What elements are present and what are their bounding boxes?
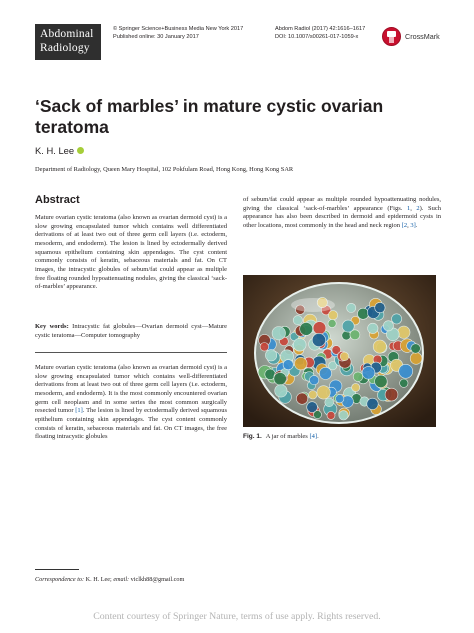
orcid-icon[interactable]	[77, 147, 84, 154]
correspondence-name: K. H. Lee;	[84, 576, 114, 583]
marble	[410, 353, 422, 365]
figure-link-1[interactable]: 1	[406, 204, 411, 212]
figure-caption-end: .	[317, 433, 319, 440]
crossmark-badge[interactable]	[382, 27, 440, 46]
abstract-divider	[35, 352, 227, 353]
correspondence-footnote	[35, 576, 184, 583]
marble	[293, 316, 302, 325]
figure-link-2[interactable]: 2	[416, 204, 420, 212]
doi[interactable]: DOI: 10.1007/s00261-017-1059-x	[275, 34, 359, 40]
marble	[399, 364, 413, 378]
marble	[342, 320, 354, 332]
marbles-jar-illustration	[243, 275, 436, 427]
journal-logo	[35, 24, 101, 60]
figure-caption-reference[interactable]: [4]	[309, 433, 318, 440]
marble	[358, 308, 369, 319]
marble	[336, 395, 344, 403]
body-paragraph-b: . The lesion is lined by ectodermally derived squamous epithelium containing skin appendages. The cyst content commonly consists of keratin, sebaceous materials and fat. On CT images, the free floating intracystic globules	[35, 407, 227, 441]
marble	[275, 385, 287, 397]
reference-link-1[interactable]: [1]	[75, 407, 83, 415]
figure-label: Fig. 1.	[243, 433, 262, 440]
body-right-column	[243, 196, 441, 231]
reference-sep: ,	[407, 221, 411, 229]
crossmark-label: CrossMark	[405, 32, 440, 41]
marble	[342, 331, 351, 340]
publisher-line: © Springer Science+Business Media New York 2017	[113, 26, 244, 32]
marble	[398, 326, 410, 338]
marble	[347, 303, 356, 312]
body-left-column	[35, 364, 227, 442]
figure-caption	[243, 433, 319, 440]
published-online: Published online: 30 January 2017	[113, 34, 199, 40]
crossmark-icon	[382, 27, 401, 46]
marble	[375, 375, 388, 388]
marble	[312, 333, 325, 346]
marble	[314, 411, 322, 419]
marble	[313, 322, 326, 335]
body-paragraph-d: ). Such appearance has also been described in dermoid and epidermoid cysts in other locations, most commonly in the head and neck region	[243, 204, 442, 229]
marble	[339, 411, 348, 420]
footnote-divider	[35, 569, 79, 570]
marble	[362, 366, 375, 379]
article-title: ‘Sack of marbles’ in mature cystic ovarian teratoma	[35, 96, 384, 137]
abstract-heading: Abstract	[35, 194, 80, 206]
body-paragraph-end: .	[415, 221, 418, 229]
author-name: K. H. Lee	[35, 145, 75, 156]
marble	[328, 319, 336, 327]
marble	[272, 327, 285, 340]
marble	[375, 302, 385, 312]
marble	[293, 338, 306, 351]
journal-name-line1: Abdominal	[40, 28, 94, 40]
marble	[385, 388, 398, 401]
watermark: Content courtesy of Springer Nature, terms of use apply. Rights reserved.	[93, 611, 381, 622]
email-label: email:	[113, 576, 130, 583]
marble	[352, 383, 360, 391]
body-paragraph-a: Mature ovarian cystic teratoma (also known as ovarian dermoid cyst) is a slow growing encapsulated tumor which contains well-differentiated derivations from at least two out of three germ cell layers (i.e. ectoderm, mesoderm, and endoderm). It is the most commonly encountered ovarian germ cell neoplasm and in some series the most common surgically resected tumor	[35, 364, 227, 415]
marble	[353, 372, 363, 382]
keywords-list: Intracystic fat globules—Ovarian dermoid cyst—Mature cystic teratoma—Computer tomography	[35, 323, 227, 339]
marble	[400, 379, 408, 387]
marble	[368, 323, 378, 333]
keywords	[35, 323, 227, 340]
marble	[327, 411, 335, 419]
marble	[283, 360, 293, 370]
marble	[340, 352, 349, 361]
reference-link-3[interactable]: 3]	[410, 221, 416, 229]
marble	[328, 311, 337, 320]
citation: Abdom Radiol (2017) 42:1616–1617	[275, 26, 366, 32]
marble	[265, 350, 276, 361]
marble	[325, 398, 334, 407]
figure-photo-marbles-jar	[243, 275, 436, 427]
figure-link-sep: ,	[410, 204, 417, 212]
marble	[367, 398, 378, 409]
affiliation: Department of Radiology, Queen Mary Hospital, 102 Pokfulam Road, Hong Kong, Hong Kong SAR	[35, 166, 294, 173]
marble	[309, 391, 317, 399]
marble	[383, 321, 393, 331]
correspondence-label: Correspondence to:	[35, 576, 85, 583]
correspondence-email[interactable]: viclkh88@gmail.com	[129, 576, 185, 583]
marble	[319, 367, 331, 379]
body-paragraph-c: of sebum/fat could appear as multiple rounded hypoattenuating nodules, giving the classical ‘sack-of-marbles’ appearance (Figs.	[243, 196, 441, 212]
marble	[392, 314, 402, 324]
journal-name-line2: Radiology	[40, 42, 90, 54]
publication-info	[113, 25, 243, 41]
marble	[260, 343, 269, 352]
reference-link-2[interactable]: [2	[401, 221, 408, 229]
marble	[373, 340, 386, 353]
marble	[295, 357, 308, 370]
citation-info	[275, 25, 365, 41]
keywords-label: Key words:	[35, 323, 69, 330]
marble	[300, 322, 313, 335]
abstract-text: Mature ovarian cystic teratoma (also known as ovarian dermoid cyst) is a slow growing encapsulated tumor which contains well differentiated derivations of at least two out of three germ cell layers (i.e. ectoderm, mesoderm, and endoderm). The lesion is lined by ectodermally derived squamous epithelium containing skin appendages. The cyst content commonly consists of keratin, sebaceous materials and fat. On CT images, the intracystic globules of sebum/fat could appear as multiple free floating rounded hypoattenuating nodules, giving the classical ‘sack-of-marbles’ appearance.	[35, 214, 227, 291]
figure-caption-text: A jar of marbles	[265, 433, 310, 440]
marble	[309, 375, 318, 384]
marble	[411, 344, 421, 354]
author-row	[35, 145, 84, 156]
marble	[274, 372, 287, 385]
marble	[296, 393, 307, 404]
marble	[317, 386, 330, 399]
